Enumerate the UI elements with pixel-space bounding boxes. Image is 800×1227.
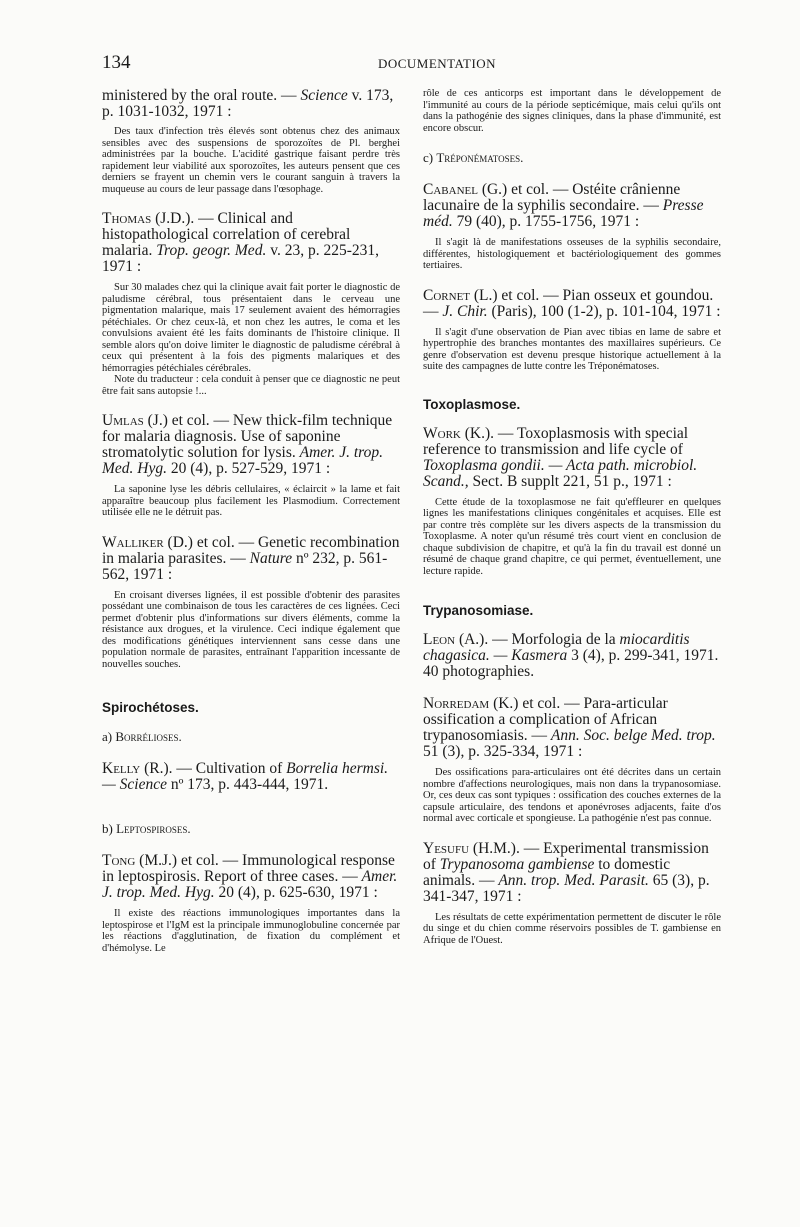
entry-continued bbox=[102, 88, 400, 195]
journal-name: Trop. geogr. Med. bbox=[156, 242, 267, 259]
entry-yesufu bbox=[423, 841, 721, 947]
journal-name: Ann. trop. Med. Parasit. bbox=[498, 871, 649, 889]
entry-tong bbox=[102, 853, 400, 954]
entry-walliker bbox=[102, 535, 400, 671]
abstract: Des ossifications para-articulaires ont été décrites dans un certain nombre d'affections neurologiques, mais non dans la trypanosomiase. Or, ces deux cas sont typiques : ossification des couches externes de la capsule articulaire, des tendons et aponévroses adjacents, faite d'os normal avec corticale et spongieuse. La pathogénie n'est pas connue. bbox=[423, 767, 721, 824]
page-header bbox=[102, 52, 702, 74]
abstract: Les résultats de cette expérimentation permettent de discuter le rôle du singe et du chien comme réservoirs possibles de T. gambiense en Afrique de l'Ouest. bbox=[423, 911, 721, 946]
journal-name: — Acta path. microbiol. Scand., bbox=[423, 456, 698, 490]
citation: Yesufu (H.M.). — Experimental transmission of Trypanosoma gambiense to domestic animals. — Ann. trop. Med. Parasit. 65 (3), p. 341-347, 1971 : bbox=[423, 839, 710, 905]
author: Cabanel (G.) bbox=[423, 181, 508, 198]
abstract: rôle de ces anticorps est important dans le développement de l'immunité au cours de la période septicémique, mais celui qu'ils ont dans la pathogénie des signes cliniques, dans la phase d'immunité, est encore obscur. bbox=[423, 88, 721, 134]
citation: Norredam (K.) et col. — Para-articular ossification a complication of African trypanosomiasis. — Ann. Soc. belge Med. trop. 51 (3), p. 325-334, 1971 : bbox=[423, 695, 716, 760]
citation: Cabanel (G.) et col. — Ostéite crânienne lacunaire de la syphilis secondaire. — Presse méd. 79 (40), p. 1755-1756, 1971 : bbox=[423, 181, 704, 230]
abstract: En croisant diverses lignées, il est possible d'obtenir des parasites possédant une combinaison de tous les caractères de ces lignées. Ceci permet d'obtenir plus d'informations sur divers éléments, comme la résistance aux drogues, et la virulence. Ceci indique également que des modifications génétiques interviennent sans cesse dans une population normale de parasites, entraînant l'apparition incessante de nouvelles souches. bbox=[102, 589, 400, 670]
author: Thomas (J.D.). bbox=[102, 210, 195, 227]
abstract: Il existe des réactions immunologiques importantes dans la leptospirose et l'IgM est la principale immunoglobuline concernée par les réactions d'agglutination, de fixation du complément et d'hémolyse. Le bbox=[102, 908, 400, 954]
entry-norredam bbox=[423, 696, 721, 825]
abstract: Sur 30 malades chez qui la clinique avait fait porter le diagnostic de paludisme cérébral, tous présentaient dans le cerveau une pigmentation malarique, mais 17 seulement avaient des hémorragies pétéchiales. Or chez ceux-là, et non chez les autres, le coma et les convulsions avaient été les faits dominants de l'histoire clinique. Il semble alors qu'on doive limiter le diagnostic de paludisme cérébral à ceux qui présentent à la fois des pigments malariques et des hémorragies pétéchiales cérébrales. bbox=[102, 282, 400, 374]
subsection-heading: c) Tréponématoses. bbox=[423, 150, 524, 165]
journal-name: Nature bbox=[249, 549, 293, 567]
section-heading: Toxoplasmose. bbox=[423, 396, 521, 412]
page-number: 134 bbox=[102, 52, 131, 73]
citation: Leon (A.). — Morfologia de la miocarditis chagasica. — Kasmera 3 (4), p. 299-341, 1971. 40 photographies. bbox=[423, 631, 719, 680]
left-column bbox=[102, 88, 400, 970]
citation: Cornet (L.) et col. — Pian osseux et goundou. — J. Chir. (Paris), 100 (1-2), p. 101-104, 1971 : bbox=[423, 286, 721, 320]
abstract: Il s'agit d'une observation de Pian avec tibias en lame de sabre et hypertrophie des branches montantes des maxillaires supérieurs. Ce genre d'observation est devenu presque historique actuellement à la suite des campagnes de lutte contre les Tréponématoses. bbox=[423, 326, 721, 372]
author: Yesufu (H.M.). bbox=[423, 839, 520, 857]
journal-name: — Kasmera bbox=[493, 647, 568, 664]
citation: Tong (M.J.) et col. — Immunological response in leptospirosis. Report of three cases. — Amer. J. trop. Med. Hyg. 20 (4), p. 625-630, 1971 : bbox=[102, 852, 398, 901]
entry-continued bbox=[423, 88, 721, 134]
citation: Umlas (J.) et col. — New thick-film technique for malaria diagnosis. Use of saponine stromatolytic solution for lysis. Amer. J. trop. Med. Hyg. 20 (4), p. 527-529, 1971 : bbox=[102, 412, 393, 477]
translator-note: Note du traducteur : cela conduit à penser que ce diagnostic ne peut être fait sans autopsie !... bbox=[102, 374, 400, 397]
subsection-heading: a) Borrélioses. bbox=[102, 729, 182, 744]
author: Tong (M.J.) bbox=[102, 852, 178, 869]
journal-name: Science bbox=[300, 87, 348, 104]
entry-kelly bbox=[102, 761, 400, 793]
entry-leon bbox=[423, 632, 721, 680]
running-head: DOCUMENTATION bbox=[377, 56, 497, 71]
entry-umlas bbox=[102, 413, 400, 519]
journal-name: — Science bbox=[102, 776, 167, 793]
section-heading: Trypanosomiase. bbox=[423, 603, 534, 618]
section-heading: Spirochétoses. bbox=[102, 700, 199, 715]
citation: Thomas (J.D.). — Clinical and histopathological correlation of cerebral malaria. Trop. geogr. Med. v. 23, p. 225-231, 1971 : bbox=[102, 210, 379, 275]
abstract: Il s'agit là de manifestations osseuses de la syphilis secondaire, différentes, histologiquement et bactériologiquement des gommes tertiaires. bbox=[423, 237, 721, 271]
entry-thomas bbox=[102, 211, 400, 397]
author: Kelly (R.). bbox=[102, 760, 173, 777]
author: Work (K.). bbox=[423, 424, 494, 442]
author: Norredam (K.) bbox=[423, 695, 519, 712]
entry-cabanel bbox=[423, 182, 721, 272]
journal-name: J. Chir. bbox=[442, 302, 488, 320]
right-column bbox=[423, 88, 721, 962]
author: Umlas (J.) bbox=[102, 412, 168, 429]
journal-name: Amer. J. trop. Med. Hyg. bbox=[102, 444, 383, 477]
abstract: Cette étude de la toxoplasmose ne fait qu'effleurer en quelques lignes les manifestations cliniques congénitales et acquises. Elle est par contre très complète sur les divers aspects de la transmission du Toxoplasme. A noter qu'un résumé très court vient en conclusion de chaque subdivision de chapitre, et qu'à la fin du travail est donné un résumé de chaque grand chapitre, ce qui permet, éventuellement, une lecture rapide. bbox=[423, 496, 721, 577]
author: Cornet (L.) bbox=[423, 286, 498, 304]
citation: Work (K.). — Toxoplasmosis with special reference to transmission and life cycle of Toxoplasma gondii. — Acta path. microbiol. Scand., Sect. B supplt 221, 51 p., 1971 : bbox=[423, 424, 698, 490]
journal-name: Ann. Soc. belge Med. trop. bbox=[550, 727, 716, 744]
journal-name: Presse méd. bbox=[423, 197, 704, 230]
entry-work bbox=[423, 426, 721, 578]
citation: ministered by the oral route. — Science v. 173, p. 1031-1032, 1971 : bbox=[102, 87, 394, 120]
abstract: La saponine lyse les débris cellulaires, « éclaircit » la lame et fait apparaître beaucoup plus facilement les Plasmodium. Correctement utilisée elle ne le détruit pas. bbox=[102, 484, 400, 518]
author: Leon (A.). bbox=[423, 631, 489, 648]
citation: Walliker (D.) et col. — Genetic recombination in malaria parasites. — Nature nº 232, p. 561-562, 1971 : bbox=[102, 533, 400, 583]
journal-name: Amer. J. trop. Med. Hyg. bbox=[102, 868, 398, 901]
abstract: Des taux d'infection très élevés sont obtenus chez des animaux sensibles avec des suspensions de sporozoïtes de Pl. berghei administrées par la bouche. L'acidité gastrique faisant perdre très rapidement leur viabilité aux sporozoïtes, les auteurs pensent que ces derniers se frayent un chemin vers le courant sanguin à travers la muqueuse au cours de leur passage dans l'œsophage. bbox=[102, 126, 400, 195]
subsection-heading: b) Leptospiroses. bbox=[102, 821, 191, 836]
author: Walliker (D.) bbox=[102, 533, 193, 551]
entry-cornet bbox=[423, 288, 721, 373]
citation: Kelly (R.). — Cultivation of Borrelia hermsi. — Science nº 173, p. 443-444, 1971. bbox=[102, 760, 389, 793]
